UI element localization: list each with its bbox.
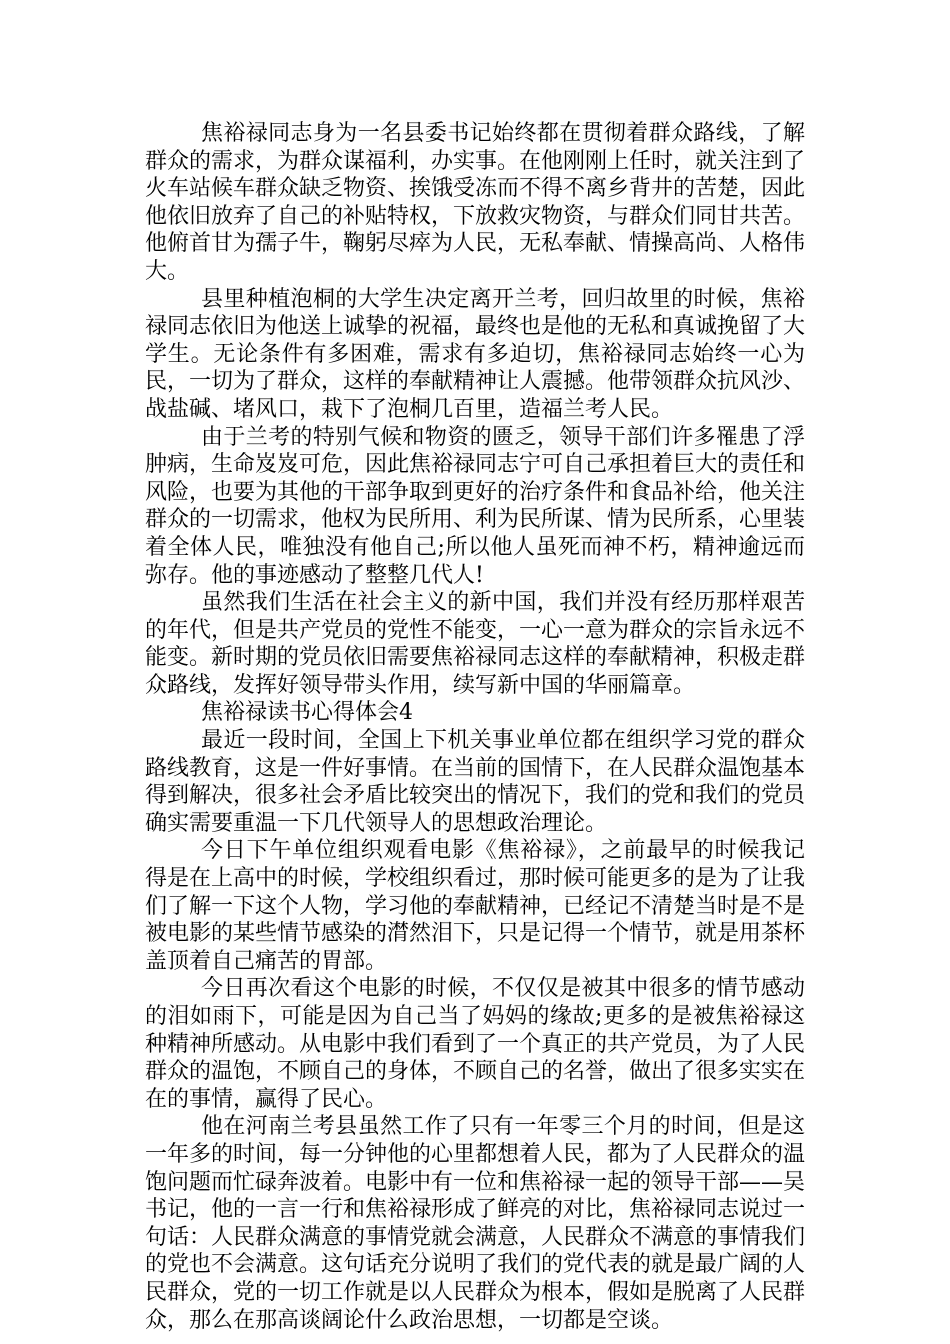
paragraph: 他在河南兰考县虽然工作了只有一年零三个月的时间，但是这一年多的时间，每一分钟他的心里都想着人民，都为了人民群众的温饱问题而忙碌奔波着。电影中有一位和焦裕禄一起的领导干部——吴书记，他的一言一行和焦裕禄形成了鲜亮的对比，焦裕禄同志说过一句话：人民群众满意的事情党就会满意，人民群众不满意的事情我们的党也不会满意。这句话充分说明了我们的党代表的就是最广阔的人民群众，党的一切工作就是以人民群众为根本，假如是脱离了人民群众，那么在那高谈阔论什么政治思想，一切都是空谈。 [145,1114,806,1333]
document-page [145,120,805,1334]
paragraph: 虽然我们生活在社会主义的新中国，我们并没有经历那样艰苦的年代，但是共产党员的党性不能变，一心一意为群众的宗旨永远不能变。新时期的党员依旧需要焦裕禄同志这样的奉献精神，积极走群众路线，发挥好领导带头作用，续写新中国的华丽篇章。 [145,590,806,698]
paragraph: 焦裕禄同志身为一名县委书记始终都在贯彻着群众路线，了解群众的需求，为群众谋福利，办实事。在他刚刚上任时，就关注到了火车站候车群众缺乏物资、挨饿受冻而不得不离乡背井的苦楚，因此他依旧放弃了自己的补贴特权，下放救灾物资，与群众们同甘共苦。他俯首甘为孺子牛，鞠躬尽瘁为人民，无私奉献、情操高尚、人格伟大。 [145,121,806,284]
paragraph: 由于兰考的特别气候和物资的匮乏，领导干部们许多罹患了浮肿病，生命岌岌可危，因此焦裕禄同志宁可自己承担着巨大的责任和风险，也要为其他的干部争取到更好的治疗条件和食品补给，他关注群众的一切需求，他权为民所用、利为民所谋、情为民所系，心里装着全体人民，唯独没有他自己;所以他人虽死而神不朽，精神逾远而弥存。他的事迹感动了整整几代人! [145,424,806,588]
paragraph: 今日再次看这个电影的时候，不仅仅是被其中很多的情节感动的泪如雨下，可能是因为自己当了妈妈的缘故;更多的是被焦裕禄这种精神所感动。从电影中我们看到了一个真正的共产党员，为了人民群众的温饱，不顾自己的身体，不顾自己的名誉，做出了很多实实在在的事情，赢得了民心。 [145,976,806,1112]
paragraph: 县里种植泡桐的大学生决定离开兰考，回归故里的时候，焦裕禄同志依旧为他送上诚挚的祝福，最终也是他的无私和真诚挽留了大学生。无论条件有多困难，需求有多迫切，焦裕禄同志始终一心为民，一切为了群众，这样的奉献精神让人震撼。他带领群众抗风沙、战盐碱、堵风口，栽下了泡桐几百里，造福兰考人民。 [145,286,806,422]
paragraph: 今日下午单位组织观看电影《焦裕禄》，之前最早的时候我记得是在上高中的时候，学校组织看过，那时候可能更多的是为了让我们了解一下这个人物，学习他的奉献精神，已经记不清楚当时是不是被电影的某些情节感染的潸然泪下，只是记得一个情节，就是用茶杯盖顶着自己痛苦的胃部。 [145,838,806,974]
paragraph: 最近一段时间，全国上下机关事业单位都在组织学习党的群众路线教育，这是一件好事情。在当前的国情下，在人民群众温饱基本得到解决，很多社会矛盾比较突出的情况下，我们的党和我们的党员确实需要重温一下几代领导人的思想政治理论。 [145,728,806,836]
section-heading: 焦裕禄读书心得体会4 [201,700,413,726]
